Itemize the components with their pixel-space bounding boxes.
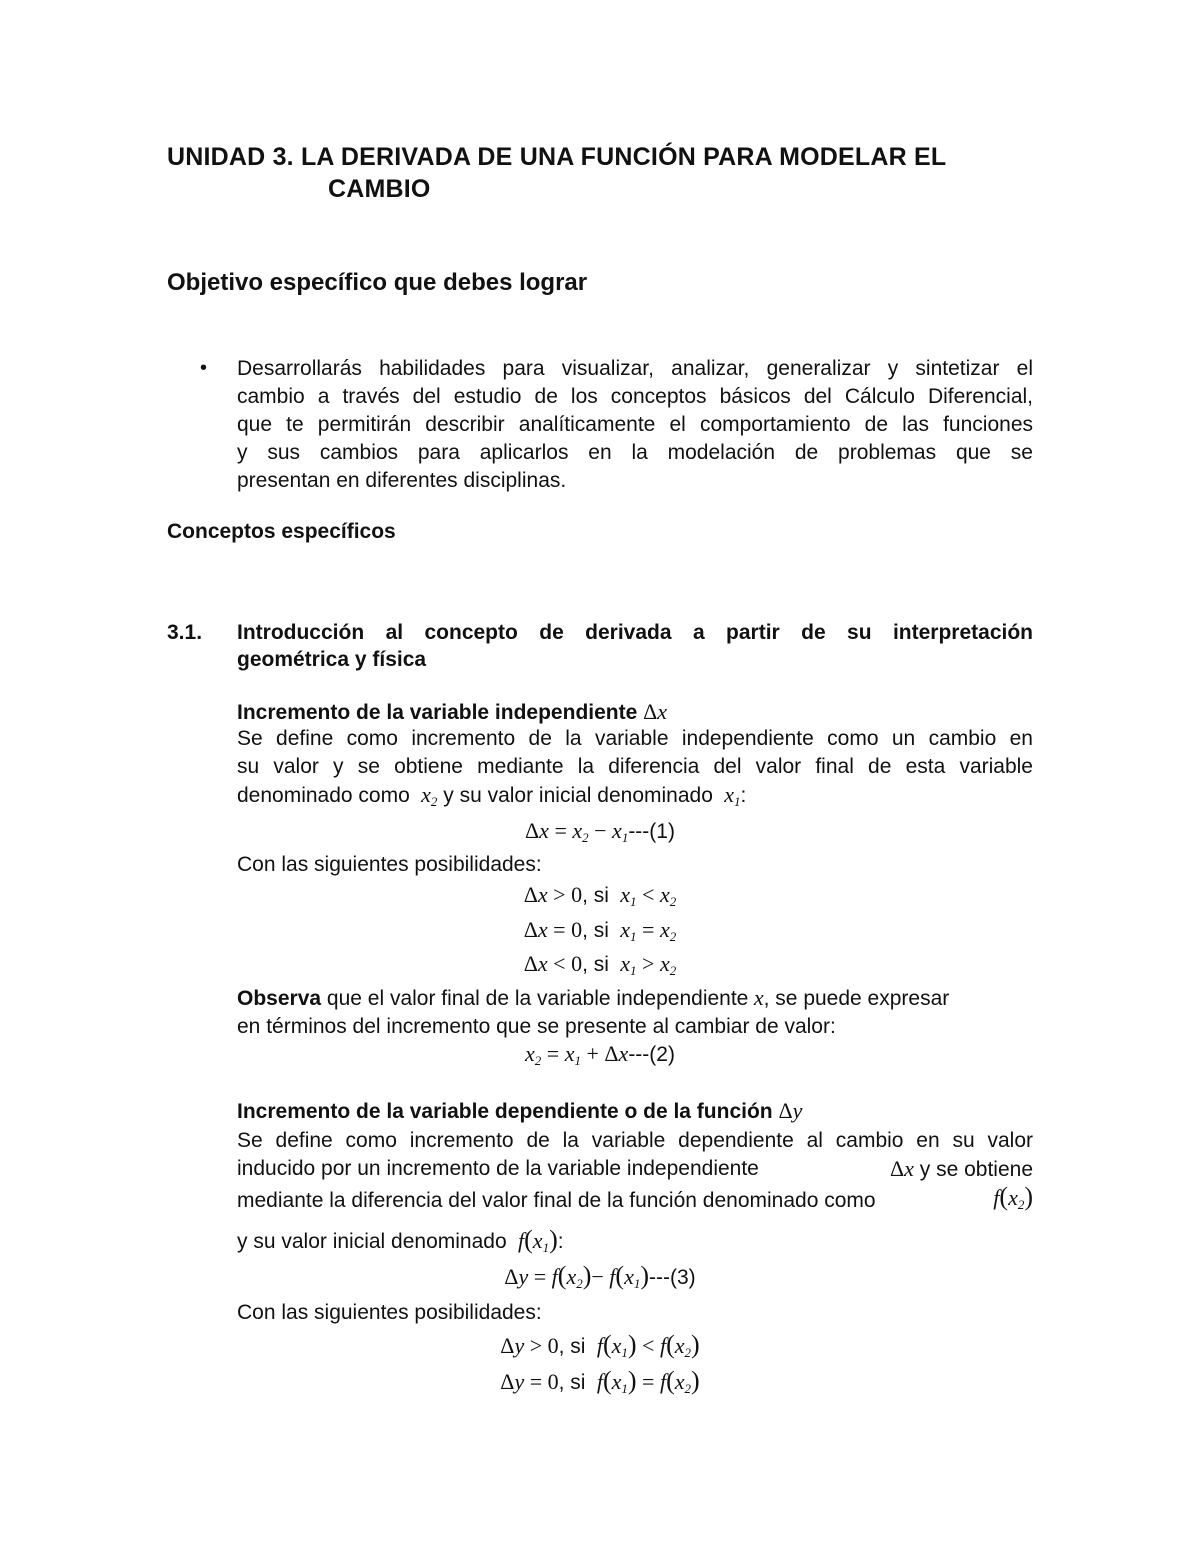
text-fragment: mediante la diferencia del valor final de la función denominado como — [237, 1189, 876, 1212]
si-text: , si — [582, 953, 609, 976]
cond-math: $x_1 = x_2$ — [614, 917, 677, 944]
observa-line2: en términos del incremento que se presente al cambiar de valor: — [237, 1015, 836, 1038]
math-f-x1: $f(x_1)$ — [512, 1225, 558, 1255]
unit-title-line2: CAMBIO — [328, 175, 431, 203]
eq3-math: $\Delta y = f(x_2)- f(x_1)$ — [504, 1261, 650, 1291]
text-fragment: , se puede expresar — [763, 987, 950, 1010]
cond-math: $f(x_1) = f(x_2)$ — [591, 1366, 700, 1396]
condition-zero — [0, 917, 1200, 945]
condition-negative — [0, 951, 1200, 979]
cond-math: Δx < 0 — [523, 951, 583, 976]
concepts-heading: Conceptos específicos — [167, 520, 396, 543]
section-number: 3.1. — [167, 621, 203, 644]
cond-math: Δy = 0 — [500, 1369, 559, 1394]
text-fragment: y su valor inicial denominado — [237, 1230, 507, 1253]
dep-definition — [237, 1127, 1033, 1218]
math-x1: $x_1$ — [718, 782, 741, 809]
dep-condition-zero — [0, 1366, 1200, 1397]
text-fragment: inducido por un incremento de la variable independiente — [237, 1157, 759, 1180]
math-f-x2: $f(x_2)$ — [993, 1182, 1033, 1212]
objective-line: Desarrollarás habilidades para visualizar, analizar, generalizar y sintetizar el — [237, 357, 1033, 380]
eq2-label: ---(2) — [628, 1043, 675, 1066]
cond-math: Δy > 0 — [500, 1333, 559, 1358]
eq1-math: $\Delta x = x_2 - x_1$ — [525, 818, 629, 845]
indep-def-line3 — [237, 781, 1033, 816]
observa-paragraph — [237, 984, 1033, 1041]
indep-heading-text: Incremento de la variable independiente — [237, 701, 638, 724]
dep-heading-text: Incremento de la variable dependiente o de la función — [237, 1100, 773, 1123]
objective-line: presentan en diferentes disciplinas. — [237, 469, 567, 492]
si-text: , si — [558, 1371, 586, 1394]
equation-2 — [0, 1041, 1200, 1069]
delta-x-symbol: Δx — [643, 699, 668, 724]
cond-math: Δx > 0 — [523, 882, 583, 907]
eq2-math: $x_2 = x_1 + \Delta x$ — [525, 1041, 629, 1068]
math-x: x — [748, 985, 764, 1010]
indep-definition — [237, 725, 1033, 816]
text-fragment: y su valor inicial denominado — [443, 784, 713, 807]
cond-math: $x_1 > x_2$ — [614, 951, 677, 978]
cond-math: $f(x_1) < f(x_2)$ — [591, 1330, 700, 1360]
objective-heading: Objetivo específico que debes lograr — [167, 269, 588, 296]
dep-heading — [237, 1098, 802, 1124]
si-text: , si — [582, 884, 609, 907]
text-fragment: y se obtiene — [919, 1158, 1033, 1181]
objective-line: cambio a través del estudio de los conceptos básicos del Cálculo Diferencial, — [237, 385, 1033, 408]
delta-y-symbol: Δy — [778, 1098, 803, 1123]
observa-bold: Observa — [237, 987, 322, 1010]
section-title-line2: geométrica y física — [237, 648, 427, 671]
equation-3 — [0, 1261, 1200, 1292]
dep-def-line2 — [237, 1155, 1033, 1184]
bullet-icon: • — [200, 357, 208, 379]
text-fragment: : — [557, 1230, 564, 1253]
objective-paragraph — [237, 355, 1033, 495]
text-fragment — [890, 1155, 1033, 1184]
observa-line1 — [237, 984, 1033, 1013]
math-delta-x: Δx — [889, 1156, 914, 1181]
section-title-line1: Introducción al concepto de derivada a partir de su interpretación — [237, 621, 1033, 644]
dep-def-line: Se define como incremento de la variable dependiente al cambio en su valor — [237, 1129, 1033, 1152]
indep-def-line: Se define como incremento de la variable independiente como un cambio en — [237, 727, 1033, 750]
text-fragment: que el valor final de la variable independiente — [321, 987, 749, 1010]
dep-possibilities-label: Con las siguientes posibilidades: — [237, 1301, 542, 1324]
dep-def-line3 — [237, 1184, 1033, 1218]
cond-math: $x_1 < x_2$ — [614, 882, 677, 909]
condition-positive — [0, 882, 1200, 910]
math-x2: $x_2$ — [415, 782, 438, 809]
eq3-label: ---(3) — [649, 1266, 696, 1289]
si-text: , si — [558, 1335, 586, 1358]
dep-def-line4 — [237, 1226, 564, 1262]
indep-possibilities-label: Con las siguientes posibilidades: — [237, 853, 542, 876]
objective-line: que te permitirán describir analíticamente el comportamiento de las funciones — [237, 413, 1033, 436]
objective-line: y sus cambios para aplicarlos en la modelación de problemas que se — [237, 441, 1033, 464]
eq1-label: ---(1) — [628, 820, 675, 843]
indep-def-line: su valor y se obtiene mediante la diferencia del valor final de esta variable — [237, 755, 1033, 778]
indep-heading — [237, 699, 667, 725]
si-text: , si — [582, 919, 609, 942]
cond-math: Δx = 0 — [523, 917, 583, 942]
text-fragment: : — [740, 784, 747, 807]
unit-title-line1: UNIDAD 3. LA DERIVADA DE UNA FUNCIÓN PARA MODELAR EL — [167, 143, 947, 171]
equation-1 — [0, 818, 1200, 846]
dep-condition-positive — [0, 1330, 1200, 1361]
text-fragment: denominado como — [237, 784, 410, 807]
